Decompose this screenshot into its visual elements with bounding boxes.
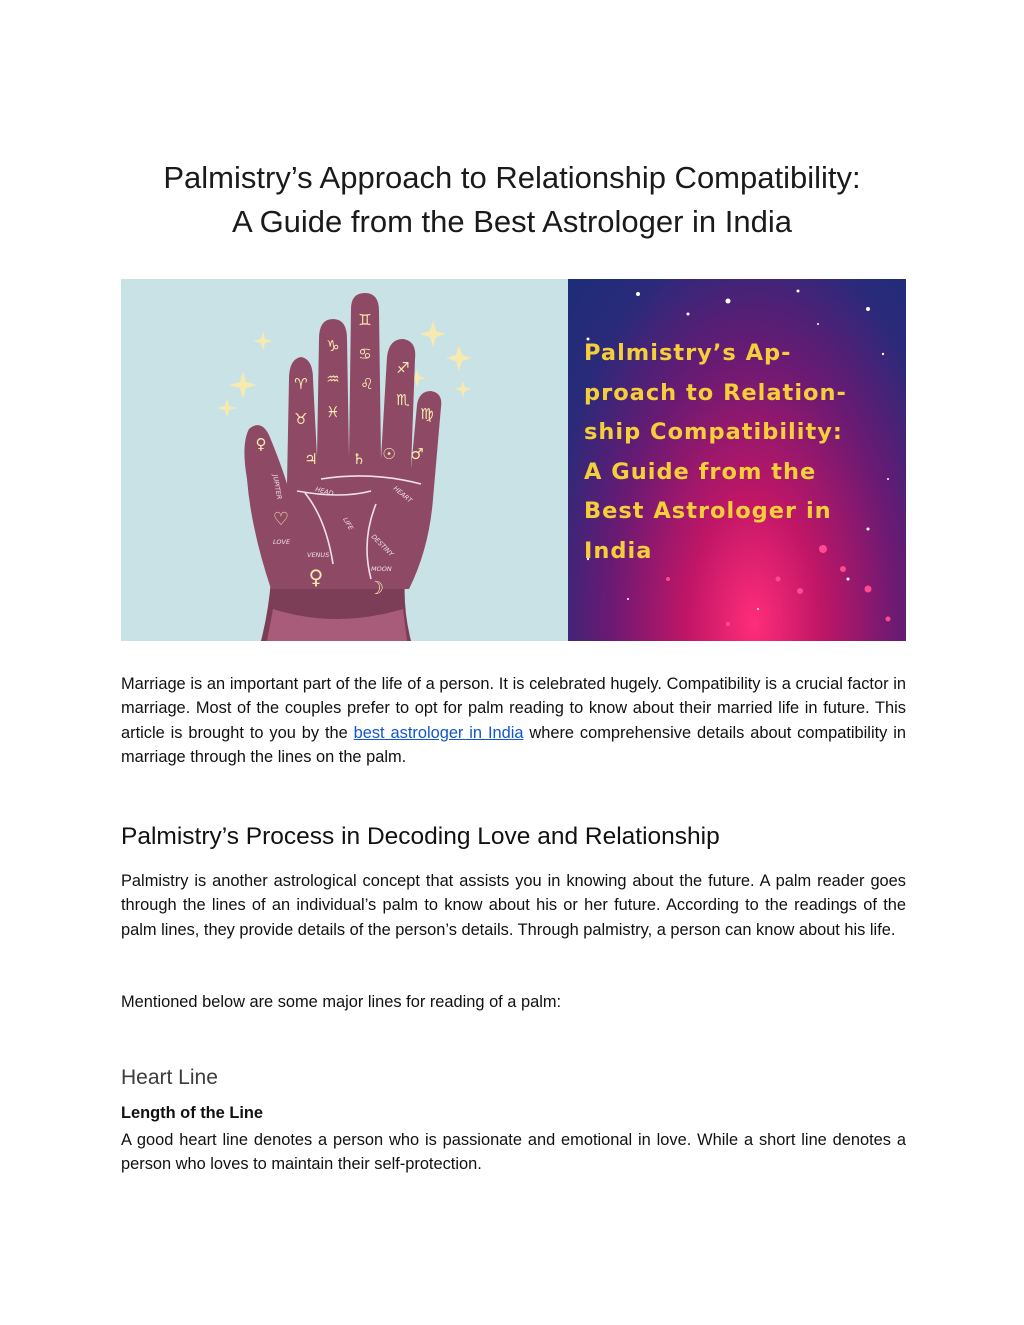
svg-text:♀: ♀ [308, 565, 324, 589]
svg-text:♌: ♌ [360, 375, 374, 393]
svg-text:LOVE: LOVE [273, 538, 291, 546]
svg-text:♊: ♊ [358, 311, 372, 329]
svg-text:♂: ♂ [410, 445, 424, 463]
svg-text:♐: ♐ [396, 359, 410, 377]
svg-text:♈: ♈ [294, 375, 308, 393]
hero-text-line: proach to Relation- [584, 379, 847, 406]
svg-text:☉: ☉ [382, 445, 396, 463]
hero-text-line: ship Compatibility: [584, 419, 843, 445]
svg-text:♡: ♡ [272, 509, 290, 530]
intro-text-2: where comprehensive details about compatibility in marriage through the lines on the palm. [121, 723, 906, 767]
svg-text:DESTINY: DESTINY [369, 532, 396, 559]
svg-text:♋: ♋ [358, 345, 372, 363]
best-astrologer-link[interactable]: best astrologer in India [353, 723, 524, 742]
hero-text-line: Palmistry’s Ap- [584, 340, 792, 366]
intro-text-1: Marriage is an important part of the life of a person. It is celebrated hugely. Compatibility is a crucial factor in marriage. Most of the couples prefer to opt for palm reading to know about their married life in future. This article is brought to you by the [121, 675, 906, 742]
svg-text:♓: ♓ [326, 403, 340, 421]
section-heading-heart-line: Heart Line [121, 1066, 218, 1089]
svg-text:♉: ♉ [294, 410, 308, 428]
svg-text:LIFE: LIFE [341, 516, 355, 532]
intro-paragraph [121, 672, 906, 770]
svg-text:MOON: MOON [371, 565, 392, 573]
svg-text:☽: ☽ [367, 578, 385, 599]
svg-text:♑: ♑ [326, 337, 340, 355]
svg-text:♀: ♀ [255, 435, 267, 453]
subheading-length-of-line: Length of the Line [121, 1104, 264, 1122]
hero-text-line: India [584, 537, 653, 564]
section-heading-palmistry-process: Palmistry’s Process in Decoding Love and Relationship [121, 823, 720, 850]
palm-hand-icon [121, 279, 568, 641]
title-line-2: A Guide from the Best Astrologer in India [231, 204, 793, 239]
title-line-1: Palmistry’s Approach to Relationship Compatibility: [163, 160, 861, 195]
hero-image [121, 279, 906, 641]
svg-text:♏: ♏ [396, 391, 410, 409]
hero-banner [568, 279, 906, 641]
svg-text:HEAD: HEAD [314, 485, 335, 498]
palm-illustration [121, 279, 568, 641]
svg-text:♍: ♍ [420, 405, 434, 423]
svg-text:♒: ♒ [326, 370, 340, 388]
hero-text-line: A Guide from the [584, 458, 817, 485]
heart-line-paragraph: A good heart line denotes a person who is passionate and emotional in love. While a short line denotes a person who loves to maintain their self-protection. [121, 1131, 906, 1174]
major-lines-paragraph: Mentioned below are some major lines for reading of a palm: [121, 993, 562, 1011]
document-title [100, 156, 924, 244]
palmistry-paragraph: Palmistry is another astrological concept that assists you in knowing about the future. A palm reader goes through the lines of an individual’s palm to know about his or her future. According to the readings of the palm lines, they provide details of the person’s details. Through palmistry, a person can know about his life. [121, 872, 906, 939]
svg-text:HEART: HEART [391, 484, 414, 505]
svg-text:JUPITER: JUPITER [271, 473, 284, 501]
svg-text:VENUS: VENUS [307, 551, 330, 559]
svg-text:♃: ♃ [304, 450, 318, 468]
svg-text:♄: ♄ [352, 450, 366, 468]
hero-text-line: Best Astrologer in [584, 498, 832, 524]
hero-banner-text [584, 334, 900, 571]
